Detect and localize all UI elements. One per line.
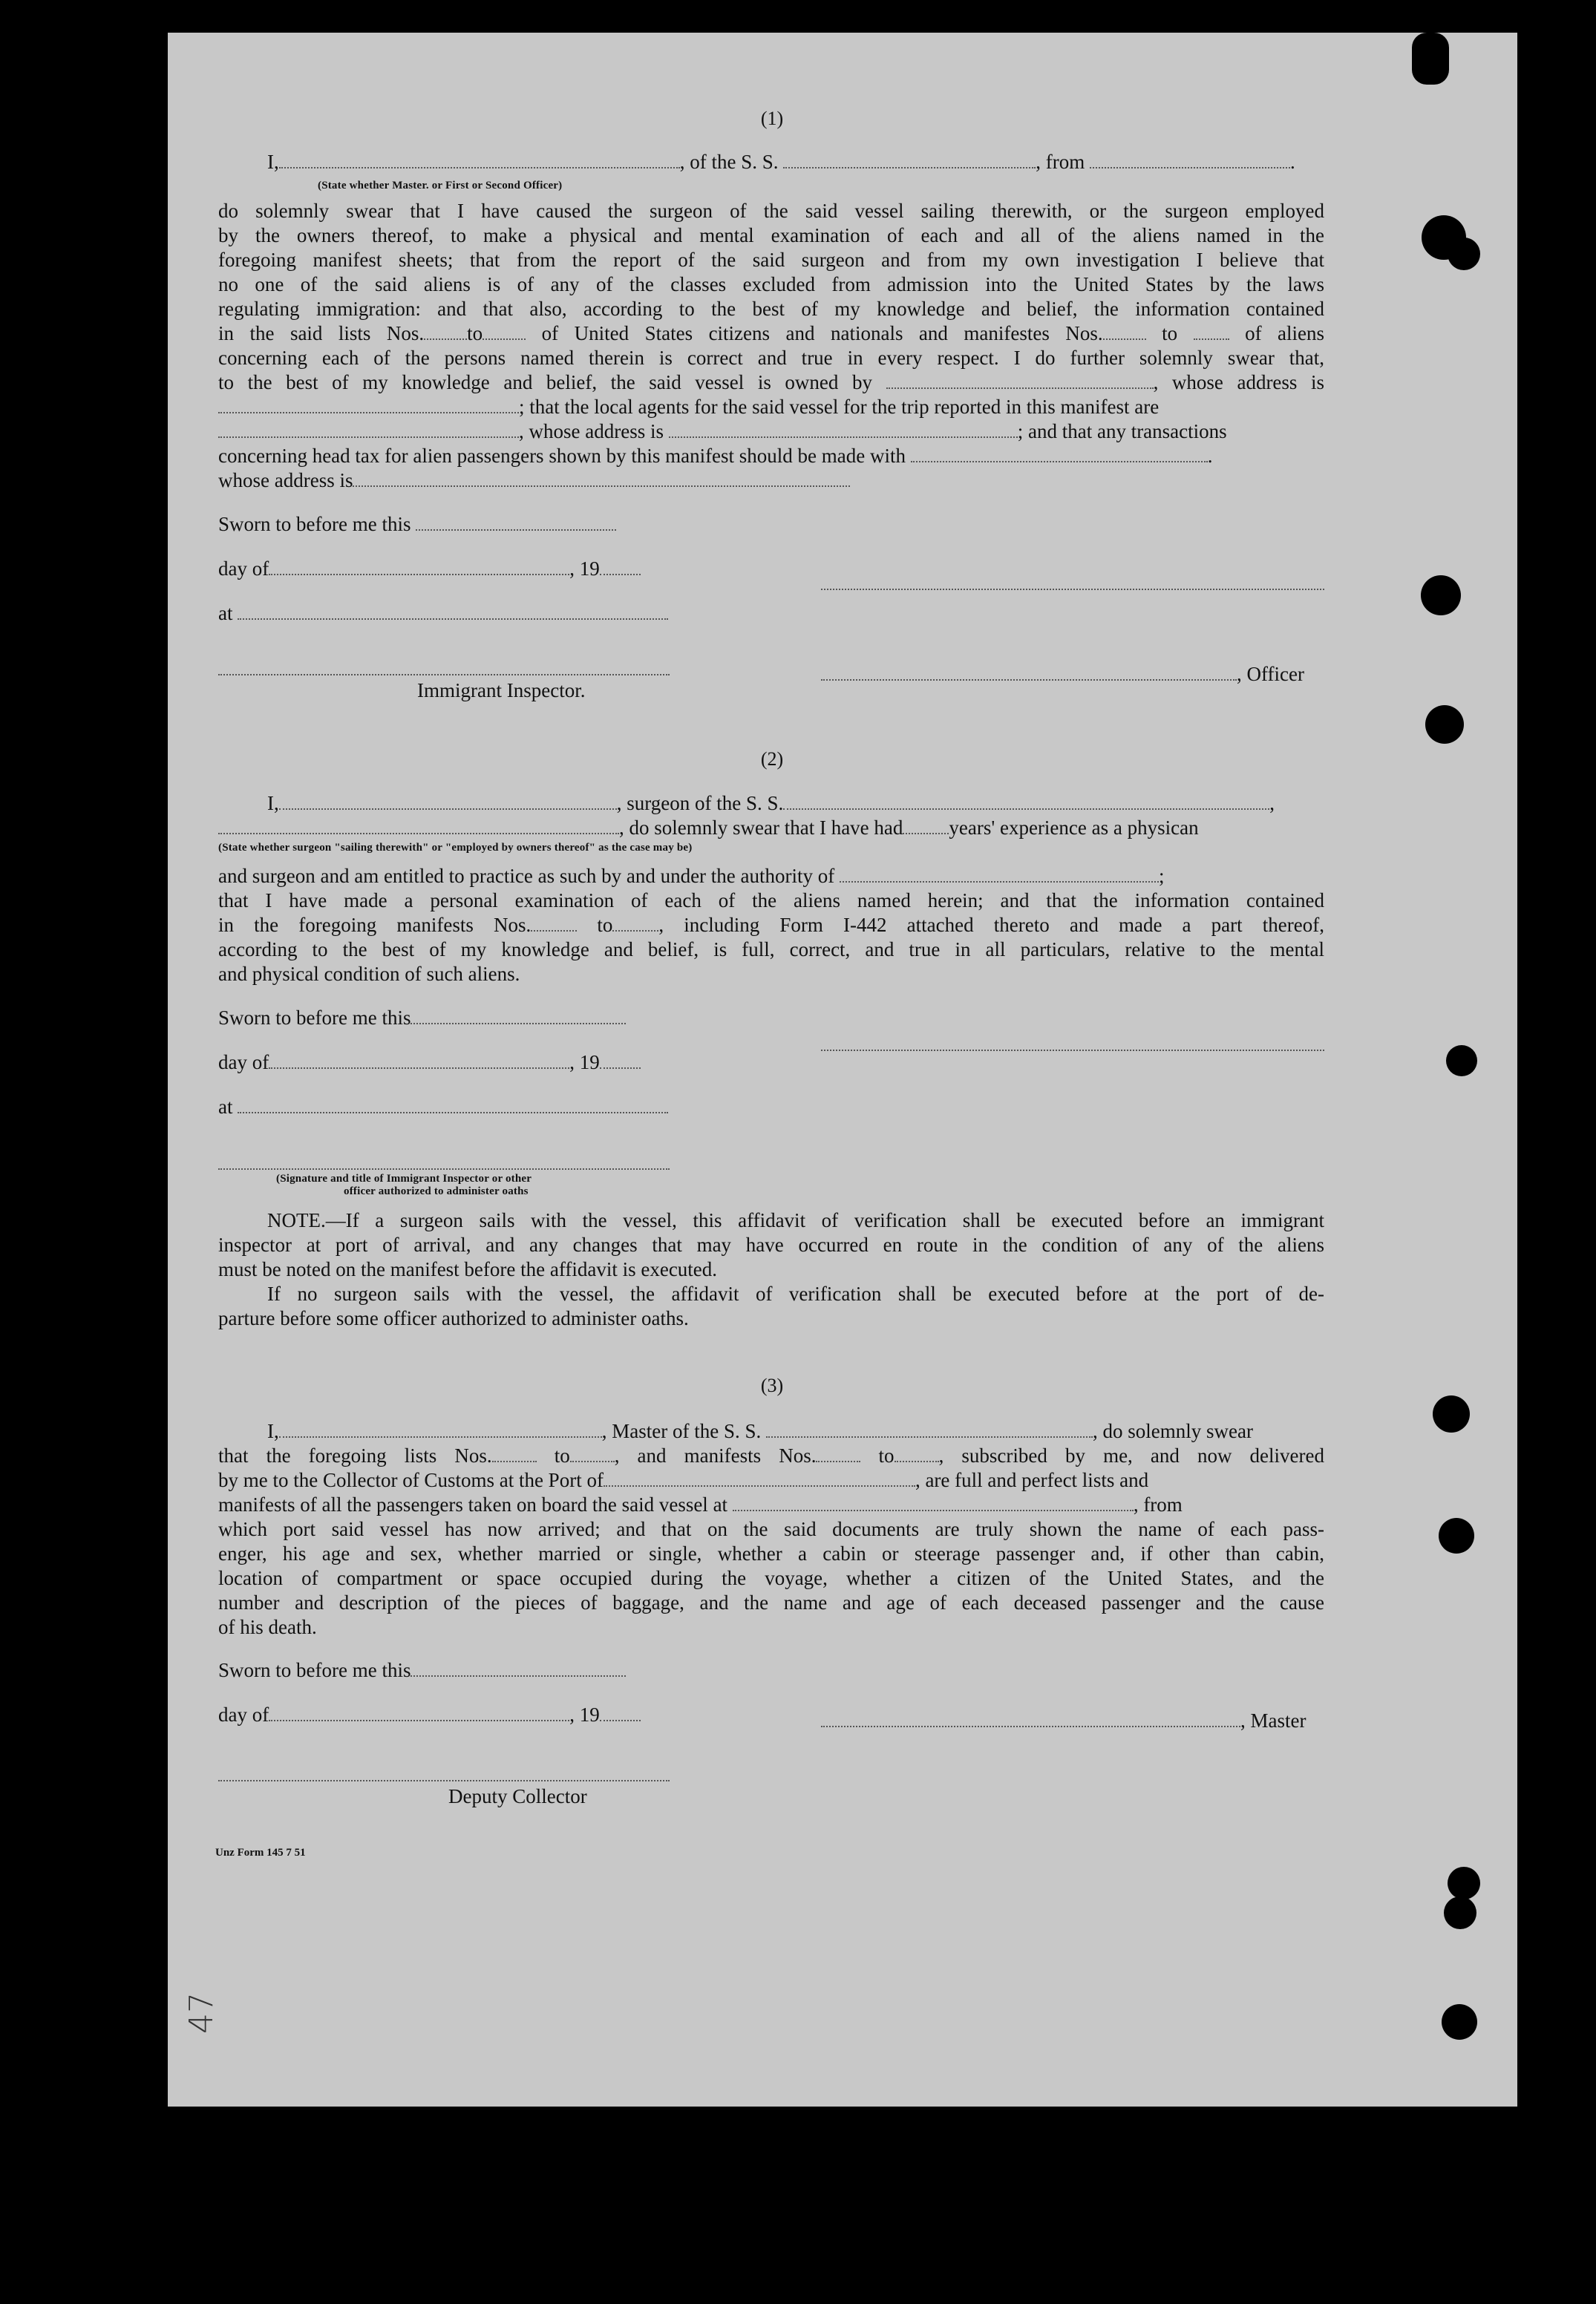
punch-hole — [1439, 1518, 1474, 1554]
s2-at-row: at — [218, 1095, 668, 1119]
s1-at-field[interactable] — [238, 614, 668, 620]
torn-corner — [1412, 33, 1449, 85]
s2-sworn-row: Sworn to before me this — [218, 1006, 626, 1030]
s2-sworn-date-field[interactable] — [411, 1018, 626, 1024]
s3-line3: by me to the Collector of Customs at the Port of , are full and perfect lists and — [218, 1469, 1149, 1491]
punch-hole — [1444, 1896, 1476, 1929]
s2-state-note: (State whether surgeon "sailing therewith" or "employed by owners thereof" as the case may be) — [218, 842, 693, 854]
s1-at-row: at — [218, 601, 668, 626]
s1-day-row: day of , 19 — [218, 557, 641, 581]
s1-body-6: in the said lists Nos. to of United States citizens and nationals and manifestes Nos. to of aliens — [218, 322, 1325, 344]
section-1-number: (1) — [760, 108, 784, 129]
s1-sworn-date-field[interactable] — [416, 525, 616, 531]
head-tax-address-field[interactable] — [353, 481, 850, 487]
s1-line1: I, , of the S. S. , from . — [267, 151, 1295, 173]
s1-body-12: whose address is — [218, 468, 1324, 493]
s3-vessel-field[interactable] — [766, 1432, 1093, 1438]
surgeon-status-field[interactable] — [218, 828, 619, 834]
immigrant-inspector-label: Immigrant Inspector. — [417, 679, 586, 701]
s3-lists-to-field[interactable] — [570, 1456, 615, 1462]
s3-day-row: day of , 19 — [218, 1703, 641, 1727]
surgeon-name-field[interactable] — [279, 804, 617, 810]
s3-body-2: enger, his age and sex, whether married or single, whether a cabin or steerage passenger and, if other than cabin, — [218, 1542, 1324, 1565]
s2-manifests-to-field[interactable] — [612, 926, 658, 932]
from-port-field[interactable] — [1090, 163, 1290, 168]
s1-body-1: do solemnly swear that I have caused the surgeon of the said vessel sailing therewith, or the surgeon employed — [218, 200, 1324, 222]
note-line-5: parture before some officer authorized to administer oaths. — [218, 1307, 689, 1329]
punch-hole — [1442, 2004, 1477, 2040]
s3-manifests-to-field[interactable] — [895, 1456, 939, 1462]
local-agents-field[interactable] — [218, 432, 519, 438]
port-field[interactable] — [604, 1481, 915, 1487]
s1-officer-row: , Officer — [821, 662, 1304, 687]
s2-manifests-from-field[interactable] — [531, 926, 577, 932]
s3-line1: I, , Master of the S. S. , do solemnly swear — [267, 1420, 1253, 1442]
master-signature-field[interactable] — [821, 1721, 1240, 1727]
s1-body-5: regulating immigration: and that also, according to the best of my knowledge and belief, the information contained — [218, 298, 1324, 320]
punch-hole — [1425, 705, 1464, 744]
s3-year-field[interactable] — [600, 1715, 641, 1721]
punch-hole — [1448, 1867, 1480, 1899]
s3-manifests-from-field[interactable] — [816, 1456, 860, 1462]
lists-to-field[interactable] — [483, 334, 526, 340]
master-name-field[interactable] — [279, 1432, 602, 1438]
s2-day-row: day of , 19 — [218, 1050, 641, 1075]
note-line-4: If no surgeon sails with the vessel, the affidavit of verification shall be executed before at the port of de- — [267, 1283, 1324, 1305]
lists-from-field[interactable] — [424, 334, 467, 340]
s3-body-5: of his death. — [218, 1616, 317, 1638]
manifests-from-field[interactable] — [1103, 334, 1146, 340]
s3-body-3: location of compartment or space occupied during the voyage, whether a citizen of the United States, and the — [218, 1567, 1324, 1589]
punch-hole — [1433, 1395, 1470, 1433]
s3-master-row: , Master — [821, 1709, 1306, 1733]
s1-body-3: foregoing manifest sheets; that from the report of the said surgeon and from my own investigation I believe that — [218, 249, 1324, 271]
officer-signature-field[interactable] — [821, 675, 1237, 681]
punch-hole — [1446, 1045, 1477, 1076]
s2-vessel-field[interactable] — [783, 804, 1269, 810]
s1-signature-line-top[interactable] — [821, 589, 1324, 590]
owner-address-field[interactable] — [218, 408, 519, 413]
punch-hole — [1421, 575, 1461, 615]
section-3-number: (3) — [760, 1375, 784, 1396]
s2-line1: I, , surgeon of the S. S. , — [267, 792, 1275, 814]
section-2-number: (2) — [760, 748, 784, 770]
s2-inspector-line[interactable] — [218, 1168, 670, 1170]
owner-field[interactable] — [886, 383, 1154, 389]
s1-body-11: concerning head tax for alien passengers shown by this manifest should be made with . — [218, 445, 1213, 467]
s1-year-field[interactable] — [600, 569, 641, 575]
s1-body-10: , whose address is ; and that any transactions — [218, 419, 1324, 444]
s3-collector-line[interactable] — [218, 1780, 670, 1781]
vessel-name-field[interactable] — [783, 163, 1036, 168]
note-line-3: must be noted on the manifest before the affidavit is executed. — [218, 1258, 718, 1280]
s3-body-4: number and description of the pieces of baggage, and the name and age of each deceased passenger and the cause — [218, 1591, 1324, 1614]
deputy-collector-label: Deputy Collector — [448, 1785, 587, 1807]
note-line-2: inspector at port of arrival, and any changes that may have occurred en route in the condition of any of the aliens — [218, 1234, 1324, 1256]
s3-lists-from-field[interactable] — [492, 1456, 537, 1462]
s1-state-note: (State whether Master. or First or Second Officer) — [318, 180, 563, 192]
form-id: Unz Form 145 7 51 — [215, 1847, 306, 1859]
punch-hole — [1448, 238, 1480, 270]
s2-line6: according to the best of my knowledge and belief, is full, correct, and true in all particulars, relative to the mental — [218, 938, 1324, 960]
officer-rank-field[interactable] — [279, 163, 680, 168]
s3-body-1: which port said vessel has now arrived; and that on the said documents are truly shown the name of each pass- — [218, 1518, 1324, 1540]
head-tax-field[interactable] — [911, 456, 1208, 462]
s2-year-field[interactable] — [600, 1063, 641, 1069]
s2-month-field[interactable] — [269, 1063, 569, 1069]
s2-line4: that I have made a personal examination of each of the aliens named herein; and that the information contained — [218, 889, 1324, 912]
s1-sworn-row: Sworn to before me this — [218, 512, 616, 537]
handwritten-page-number: 47 — [183, 1992, 220, 2034]
agents-address-field[interactable] — [669, 432, 1018, 438]
manifests-to-field[interactable] — [1194, 334, 1229, 340]
s2-line7: and physical condition of such aliens. — [218, 963, 520, 985]
s1-inspector-line[interactable] — [218, 674, 670, 675]
s3-month-field[interactable] — [269, 1715, 569, 1721]
s1-body-9: ; that the local agents for the said vessel for the trip reported in this manifest are — [218, 395, 1324, 419]
s2-line3: and surgeon and am entitled to practice as such by and under the authority of ; — [218, 865, 1165, 887]
s3-line2: that the foregoing lists Nos. to , and manifests Nos. to , subscribed by me, and now delivered — [218, 1444, 1325, 1467]
s3-sworn-row: Sworn to before me this — [218, 1658, 626, 1683]
s1-body-2: by the owners thereof, to make a physical and mental examination of each and all of the aliens named in the — [218, 224, 1324, 246]
s1-body-8: to the best of my knowledge and belief, the said vessel is owned by , whose address is — [218, 371, 1325, 393]
s1-body-4: no one of the said aliens is of any of the classes excluded from admission into the United States by the laws — [218, 273, 1324, 295]
boarding-port-field[interactable] — [733, 1505, 1134, 1511]
authority-field[interactable] — [840, 877, 1159, 883]
s2-sig-note-1: (Signature and title of Immigrant Inspector or other — [276, 1173, 532, 1185]
years-experience-field[interactable] — [903, 828, 949, 834]
note-line-1: NOTE.—If a surgeon sails with the vessel, this affidavit of verification shall be executed before an immigrant — [267, 1209, 1324, 1231]
s3-line4: manifests of all the passengers taken on board the said vessel at , from — [218, 1493, 1183, 1516]
s2-line5: in the foregoing manifests Nos. to , including Form I-442 attached thereto and made a part thereof, — [218, 914, 1324, 936]
s2-at-field[interactable] — [238, 1107, 668, 1113]
s2-sig-note-2: officer authorized to administer oaths — [344, 1185, 529, 1197]
surgeon-signature-line[interactable] — [821, 1050, 1324, 1051]
s1-body-7: concerning each of the persons named therein is correct and true in every respect. I do further solemnly swear that, — [218, 347, 1324, 369]
s2-line2: , do solemnly swear that I have had years' experience as a physican — [218, 816, 1324, 840]
s1-month-field[interactable] — [269, 569, 569, 575]
s3-sworn-date-field[interactable] — [411, 1671, 626, 1677]
